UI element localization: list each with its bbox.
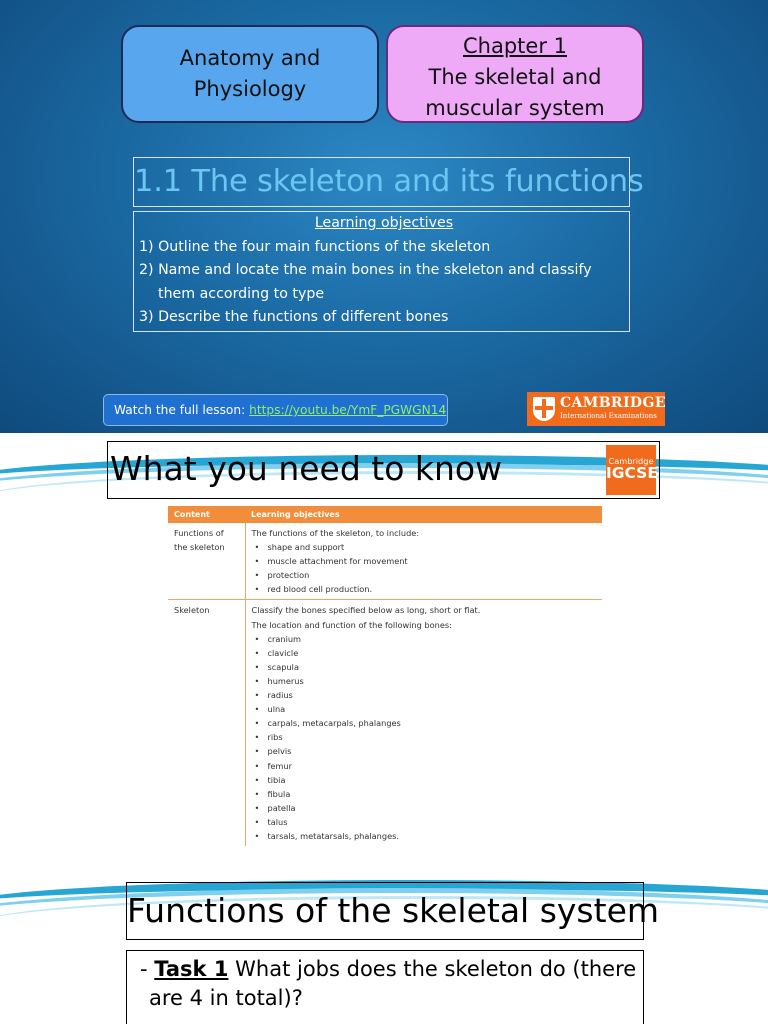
objective-2-continued: them according to type: [158, 285, 325, 302]
watch-label: Watch the full lesson:: [114, 403, 246, 417]
list-item: • ribs: [252, 730, 597, 744]
cambridge-logo: [527, 392, 665, 426]
syllabus-table: [168, 506, 602, 846]
content-cell: Skeleton: [168, 600, 245, 846]
list-item: • protection: [252, 568, 597, 582]
table-header-row: [168, 506, 602, 523]
subject-box: [121, 25, 379, 123]
lesson-video-link[interactable]: https://youtu.be/YmF_PGWGN14: [249, 403, 447, 417]
objective-1: 1) Outline the four main functions of the skeleton: [139, 238, 491, 255]
slide-3: [0, 864, 768, 1024]
list-item: • scapula: [252, 660, 597, 674]
list-item: • femur: [252, 759, 597, 773]
table-row: [168, 600, 602, 846]
content-cell: Functions of the skeleton: [168, 523, 245, 600]
list-item: • fibula: [252, 787, 597, 801]
chapter-title-line-1: The skeletal and: [428, 65, 602, 89]
task-dash: -: [140, 957, 148, 981]
objectives-intro-2: The location and function of the following bones:: [251, 619, 452, 630]
list-item: • tarsals, metatarsals, phalanges.: [252, 829, 597, 843]
slide-3-title: Functions of the skeletal system: [126, 882, 644, 940]
list-item: • cranium: [252, 632, 597, 646]
header-learning-objectives: Learning objectives: [245, 506, 602, 523]
list-item: • clavicle: [252, 646, 597, 660]
objective-2: 2) Name and locate the main bones in the skeleton and classify: [139, 262, 592, 278]
subject-line-1: Anatomy and: [179, 46, 321, 70]
igcse-badge-top: Cambridge: [608, 456, 654, 466]
list-item: • pelvis: [252, 744, 597, 758]
list-item: • muscle attachment for movement: [252, 554, 597, 568]
igcse-badge-main: IGCSE: [606, 464, 658, 482]
list-item: • patella: [252, 801, 597, 815]
objectives-cell: [245, 523, 602, 600]
objective-3: 3) Describe the functions of different bones: [139, 309, 449, 325]
lesson-title: 1.1 The skeleton and its functions: [133, 157, 630, 207]
watch-lesson-bar: [103, 394, 448, 426]
syllabus-body: [168, 523, 602, 846]
igcse-badge: [606, 445, 656, 495]
chapter-box: [386, 25, 644, 123]
cambridge-logo-sub: International Examinations: [560, 412, 657, 420]
list-item: • shape and support: [252, 540, 597, 554]
slide-1: [0, 0, 768, 433]
learning-objectives-heading: Learning objectives: [314, 215, 454, 231]
chapter-number: Chapter 1: [463, 34, 567, 58]
task-line-1: [140, 955, 643, 984]
chapter-title-line-2: muscular system: [425, 96, 605, 120]
objectives-intro: The functions of the skeleton, to include:: [251, 528, 420, 538]
list-item: • carpals, metacarpals, phalanges: [252, 716, 597, 730]
list-item: • ulna: [252, 702, 597, 716]
table-row: [168, 523, 602, 600]
slide-2: [0, 433, 768, 864]
slide-2-title: What you need to know: [107, 441, 660, 499]
objectives-list: [252, 540, 597, 596]
list-item: • red blood cell production.: [252, 582, 597, 596]
list-item: • radius: [252, 688, 597, 702]
subject-line-2: Physiology: [193, 77, 307, 101]
learning-objectives-box: [133, 211, 630, 332]
task-text: What jobs does the skeleton do (there: [235, 957, 637, 981]
task-box: [126, 950, 644, 1024]
objectives-intro: Classify the bones specified below as long, short or flat.: [251, 605, 481, 616]
cambridge-crest-icon: [533, 397, 555, 421]
task-line-2: are 4 in total)?: [149, 986, 303, 1010]
list-item: • humerus: [252, 674, 597, 688]
cambridge-logo-name: CAMBRIDGE: [560, 395, 666, 411]
objectives-cell: [245, 600, 602, 846]
list-item: • talus: [252, 815, 597, 829]
header-content: Content: [168, 506, 245, 523]
list-item: • tibia: [252, 773, 597, 787]
task-label: Task 1: [154, 957, 229, 981]
objectives-list: [252, 632, 597, 843]
